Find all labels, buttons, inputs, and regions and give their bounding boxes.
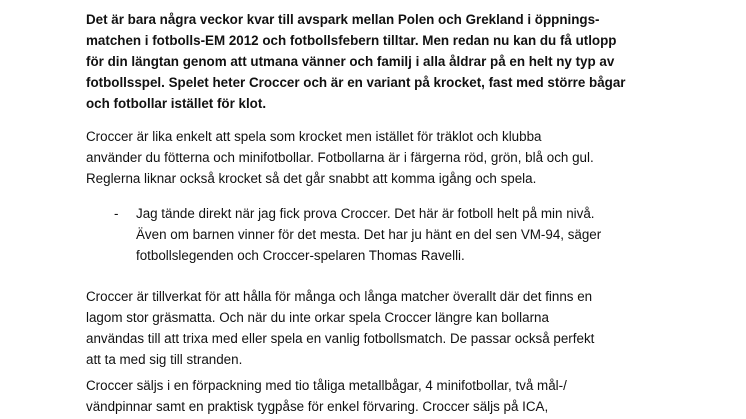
text-line: fotbollslegenden och Croccer-spelaren Thomas Ravelli. — [136, 248, 465, 263]
body-paragraph-1 — [86, 126, 646, 189]
text-line: Croccer säljs i en förpackning med tio tåliga metallbågar, 4 minifotbollar, två mål-/ — [86, 378, 567, 393]
body-paragraph-2 — [86, 286, 646, 370]
text-line: Jag tände direkt när jag fick prova Croccer. Det här är fotboll helt på min nivå. — [136, 206, 595, 221]
text-line: och fotbollar istället för klot. — [86, 96, 267, 111]
text-line: för din längtan genom att utmana vänner och familj i alla åldrar på en helt ny typ av — [86, 54, 615, 69]
text-line: matchen i fotbolls-EM 2012 och fotbollsfebern tilltar. Men redan nu kan du få utlopp — [86, 33, 617, 48]
body-paragraph-3 — [86, 375, 646, 417]
text-line: Det är bara några veckor kvar till avspark mellan Polen och Grekland i öppnings- — [86, 12, 600, 27]
text-line: Även om barnen vinner för det mesta. Det har ju hänt en del sen VM-94, säger — [136, 227, 602, 242]
list-dash-bullet: - — [114, 206, 119, 221]
quote-text — [136, 203, 601, 266]
text-line: Reglerna liknar också krocket så det går snabbt att komma igång och spela. — [86, 171, 537, 186]
text-line: lagom stor gräsmatta. Och när du inte orkar spela Croccer längre kan bollarna — [86, 310, 549, 325]
intro-paragraph — [86, 9, 646, 114]
text-line: att ta med sig till stranden. — [86, 352, 243, 367]
text-line: vändpinnar samt en praktisk tygpåse för enkel förvaring. Croccer säljs på ICA, — [86, 399, 549, 414]
text-line: använder du fötterna och minifotbollar. Fotbollarna är i färgerna röd, grön, blå och gul. — [86, 150, 594, 165]
text-line: användas till att trixa med eller spela en vanlig fotbollsmatch. De passar också perfekt — [86, 331, 595, 346]
text-line: Croccer är tillverkat för att hålla för många och långa matcher överallt där det finns en — [86, 289, 593, 304]
text-line: Croccer är lika enkelt att spela som krocket men istället för träklot och klubba — [86, 129, 542, 144]
text-line: fotbollsspel. Spelet heter Croccer och är en variant på krocket, fast med större bågar — [86, 75, 626, 90]
